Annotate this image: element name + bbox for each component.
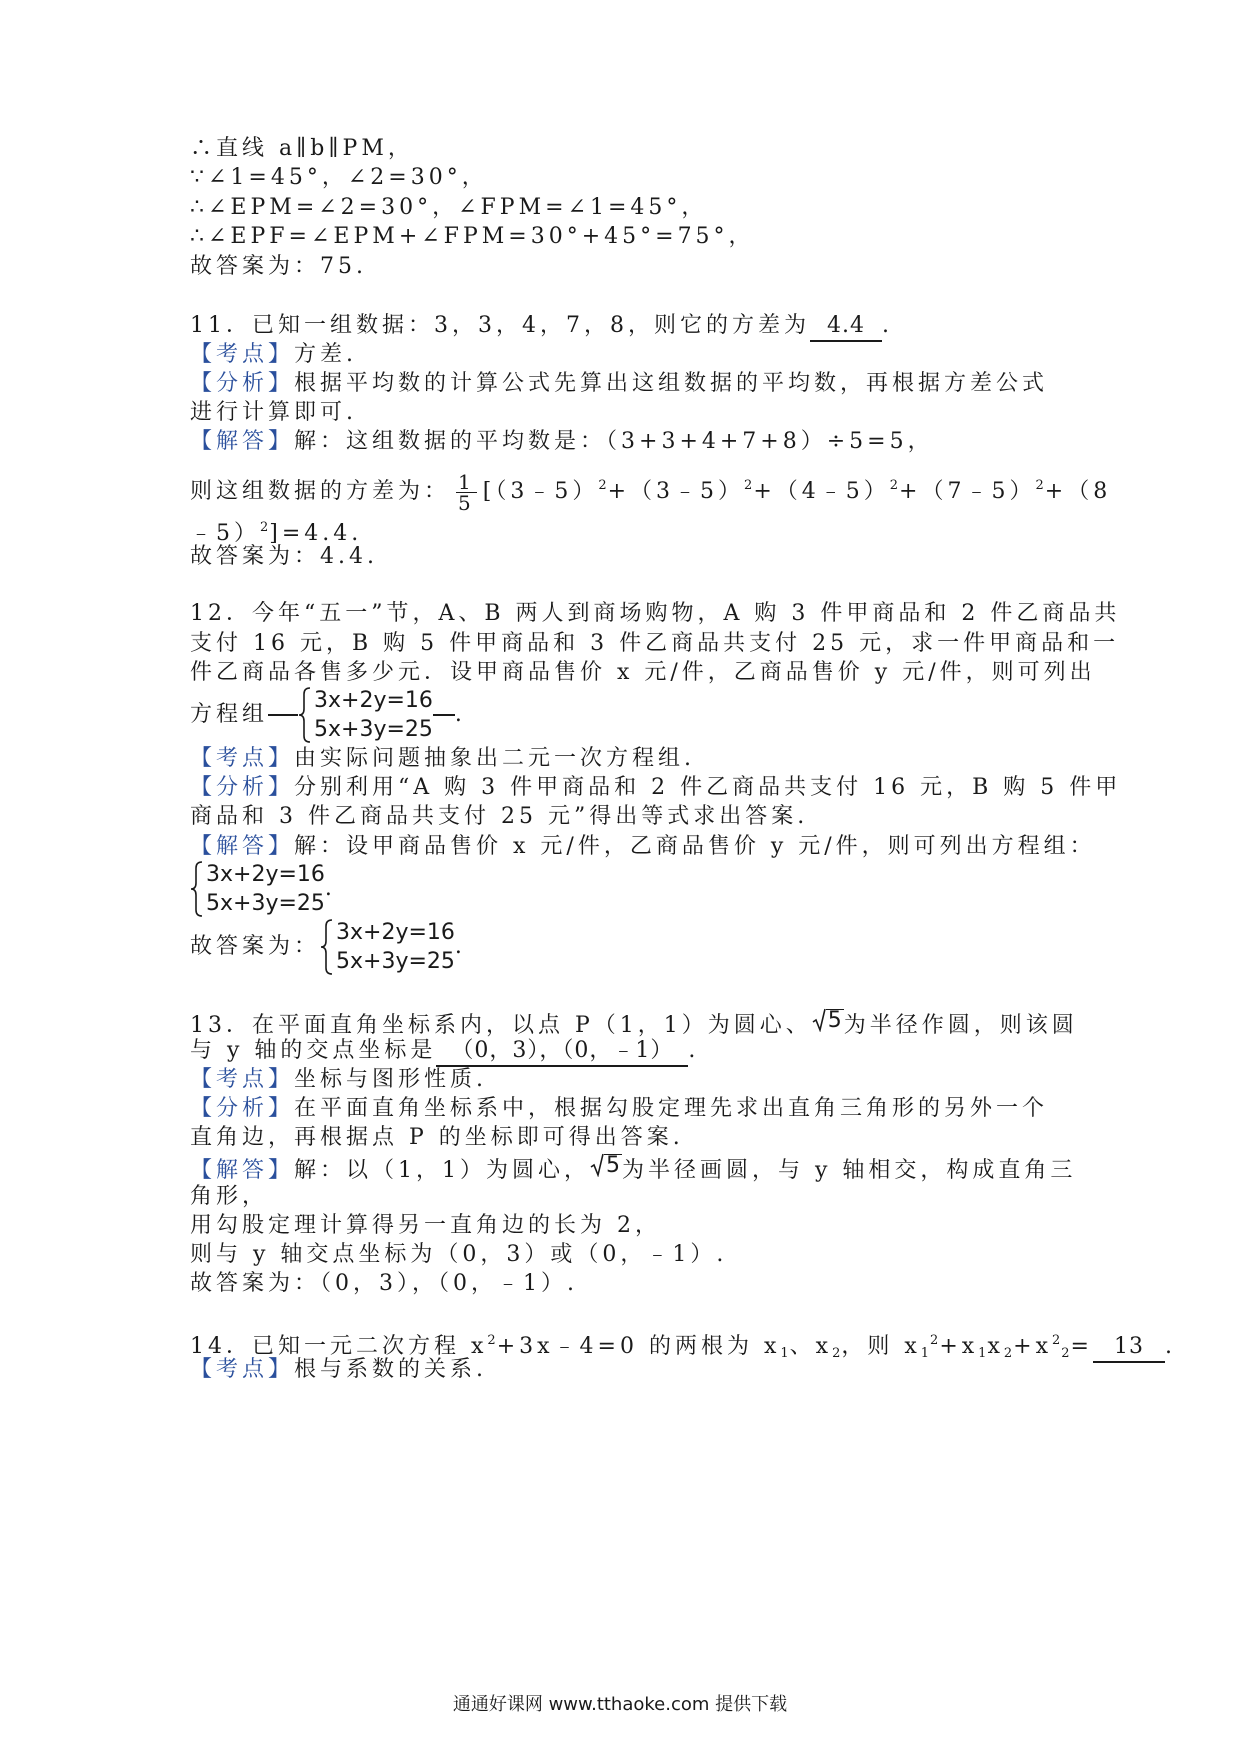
text-line: ∴∠EPF=∠EPM+∠FPM=30°+45°=75°， <box>190 224 755 249</box>
kaodian-label: 【考点】 <box>190 1357 295 1382</box>
text-line: 件乙商品各售多少元．设甲商品售价 x 元/件，乙商品售价 y 元/件，则可列出 <box>190 660 1096 685</box>
text-line: 用勾股定理计算得另一直角边的长为 2， <box>190 1213 661 1238</box>
brace-icon <box>298 686 312 744</box>
kaodian-line: 【考点】方差. <box>190 342 358 367</box>
text-line: ﹣5）$^2$]=4.4. <box>190 520 363 546</box>
question-11-stem: 11．已知一组数据：3，3，4，7，8，则它的方差为 4.4 . <box>190 312 893 342</box>
variance-formula-line: 则这组数据的方差为： $\frac{1}{5}$ [（3﹣5）$^2$+（3﹣5）$^2$+（4﹣5）$^2$+（7﹣5）$^2$+（8 <box>190 469 1112 515</box>
text-line: ∴直线 a∥b∥PM， <box>190 136 414 161</box>
brace-icon <box>320 918 334 976</box>
kaodian-label: 【考点】 <box>190 1067 295 1092</box>
text-line: 直角边，再根据点 P 的坐标即可得出答案. <box>190 1125 684 1150</box>
jieda-label: 【解答】 <box>190 429 295 454</box>
text-line: 角形， <box>190 1184 269 1209</box>
text-line: ∴∠EPM=∠2=30°，∠FPM=∠1=45°， <box>190 195 708 220</box>
question-13-stem: 13．在平面直角坐标系内，以点 P（1，1）为圆心、 5 为半径作圆，则该圆 <box>190 1008 1078 1038</box>
sqrt-five: 5 <box>812 1008 844 1032</box>
fenxi-line: 【分析】根据平均数的计算公式先算出这组数据的平均数，再根据方差公式 <box>190 371 1049 396</box>
kaodian-label: 【考点】 <box>190 342 295 367</box>
radical-icon <box>590 1153 604 1177</box>
text-line: 商品和 3 件乙商品共支付 25 元”得出等式求出答案. <box>190 804 809 829</box>
text-line: 与 y 轴的交点坐标是 （0，3），（0，﹣1） . <box>190 1037 699 1067</box>
answer-line: 故答案为： 3x+2y=16 5x+3y=25 . <box>190 920 466 974</box>
page-footer: 通通好课网 www.tthaoke.com 提供下载 <box>452 1694 788 1715</box>
answer-blank: 13 <box>1093 1333 1165 1363</box>
jieda-line: 【解答】解：以（1，1）为圆心， 5 为半径画圆，与 y 轴相交，构成直角三 <box>190 1153 1077 1183</box>
question-text: 11．已知一组数据：3，3，4，7，8，则它的方差为 <box>190 313 810 338</box>
equation-system: 3x+2y=16 5x+3y=25 <box>320 918 455 976</box>
kaodian-line: 【考点】由实际问题抽象出二元一次方程组. <box>190 746 696 771</box>
answer-line: 故答案为：75. <box>190 254 367 279</box>
equation-system: 3x+2y=16 5x+3y=25 <box>190 860 325 918</box>
fenxi-line: 【分析】在平面直角坐标系中，根据勾股定理先求出直角三角形的另外一个 <box>190 1096 1049 1121</box>
equation-system: 3x+2y=16 5x+3y=25 <box>298 686 433 744</box>
fenxi-line: 【分析】分别利用“A 购 3 件甲商品和 2 件乙商品共支付 16 元，B 购 5 件甲 <box>190 775 1122 800</box>
fraction-one-fifth: $\frac{1}{5}$ <box>458 469 475 515</box>
text-line: 支付 16 元，B 购 5 件甲商品和 3 件乙商品共支付 25 元，求一件甲商品和一 <box>190 631 1120 656</box>
answer-blank: 4.4 <box>810 312 882 342</box>
radical-icon <box>812 1008 826 1032</box>
equation-system-line: 3x+2y=16 5x+3y=25 . <box>190 860 336 918</box>
answer-line: 故答案为：4.4. <box>190 544 378 569</box>
sqrt-five: 5 <box>590 1153 622 1177</box>
kaodian-line: 【考点】坐标与图形性质. <box>190 1067 488 1092</box>
kaodian-line: 【考点】根与系数的关系. <box>190 1357 488 1382</box>
jieda-line: 【解答】解：设甲商品售价 x 元/件，乙商品售价 y 元/件，则可列出方程组： <box>190 834 1096 859</box>
text-line: 则与 y 轴交点坐标为（0，3）或（0，﹣1）. <box>190 1242 728 1267</box>
jieda-label: 【解答】 <box>190 834 295 859</box>
question-14-stem: 14．已知一元二次方程 $x^2+3x﹣4=0$ 的两根为 $x_1$、$x_2$，则 $x_1^2+x_1x_2+x^2_2= 13$ . <box>190 1333 1176 1361</box>
text-line: ∵∠1=45°，∠2=30°， <box>190 165 488 190</box>
equation-system-line: 方程组 3x+2y=16 5x+3y=25 . <box>190 688 466 742</box>
fenxi-label: 【分析】 <box>190 775 295 800</box>
answer-blank: （0，3），（0，﹣1） <box>436 1037 688 1067</box>
fenxi-label: 【分析】 <box>190 1096 295 1121</box>
jieda-line: 【解答】解：这组数据的平均数是：（3+3+4+7+8）÷5=5， <box>190 429 934 454</box>
kaodian-label: 【考点】 <box>190 746 295 771</box>
brace-icon <box>190 860 204 918</box>
fenxi-label: 【分析】 <box>190 371 295 396</box>
jieda-label: 【解答】 <box>190 1158 295 1183</box>
text-line: 进行计算即可. <box>190 400 357 425</box>
question-12-stem: 12．今年“五一”节，A、B 两人到商场购物，A 购 3 件甲商品和 2 件乙商品共 <box>190 601 1121 626</box>
answer-blank-right <box>433 714 455 716</box>
answer-blank-left <box>268 714 298 716</box>
answer-line: 故答案为：（0，3），（0，﹣1）. <box>190 1271 578 1296</box>
